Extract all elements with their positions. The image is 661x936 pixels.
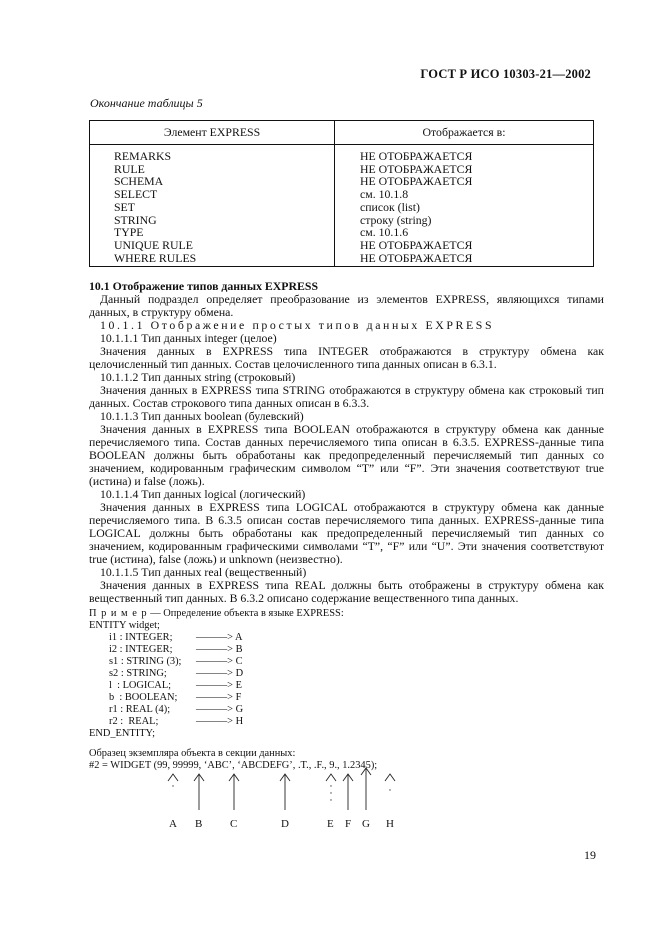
attr-decl: r1 : REAL (4);: [109, 704, 171, 715]
pointer-arrow-e: [326, 774, 336, 781]
entity-end: END_ENTITY;: [89, 728, 155, 739]
element-cell: REMARKS: [90, 145, 335, 163]
element-cell: RULE: [90, 163, 335, 176]
attr-decl: i1 : INTEGER;: [109, 632, 173, 643]
instance-line: #2 = WIDGET (99, 99999, ‘ABC’, ‘ABCDEFG’, .T., .F., 9., 1.2345);: [89, 760, 378, 771]
element-cell: SET: [90, 201, 335, 214]
attr-decl: i2 : INTEGER;: [109, 644, 173, 655]
document-header: ГОСТ Р ИСО 10303-21—2002: [420, 67, 591, 81]
entity-start: ENTITY widget;: [89, 620, 160, 631]
example-intro-text: — Определение объекта в языке EXPRESS:: [147, 608, 344, 619]
attr-decl: b : BOOLEAN;: [109, 692, 178, 703]
integer-text: Значения данных в EXPRESS типа INTEGER отображаются в структуру обмена как целочисленный тип данных. Состав целочисленного типа данных описан в 6.3.1.: [89, 344, 604, 371]
pointer-label-a: A: [169, 818, 177, 830]
attr-arrow: ———> G: [196, 704, 244, 715]
pointer-label-f: F: [345, 818, 352, 830]
section-intro: Данный подраздел определяет преобразование из элементов EXPRESS, являющихся типами данных, в структуру обмена.: [89, 292, 604, 319]
attr-decl: s1 : STRING (3);: [109, 656, 182, 667]
boolean-text: Значения данных в EXPRESS типа BOOLEAN отображаются в структуру обмена как данные перечисляемого типа. Состав данных перечисляемого типа описан в 6.3.5. EXPRESS-данные типа BOOLEAN должны быть обработаны как предопределенный перечисляемый тип данных со значением, кодированным графическим символом “T” или “F”. Эти значения соответствуют true (истина) и false (ложь).: [89, 422, 604, 488]
maps-to-cell: НЕ ОТОБРАЖАЕТСЯ: [335, 145, 594, 163]
pointer-label-h: H: [386, 818, 394, 830]
maps-to-cell: см. 10.1.6: [335, 226, 594, 239]
col-header-maps-to: Отображается в:: [335, 121, 594, 145]
subsection-heading: 10.1.1 Отображение простых типов данных EXPRESS: [100, 318, 495, 332]
table-caption: Окончание таблицы 5: [90, 96, 203, 110]
pointer-label-c: C: [230, 818, 238, 830]
maps-to-cell: см. 10.1.8: [335, 188, 594, 201]
element-cell: STRING: [90, 214, 335, 227]
page-number: 19: [584, 848, 596, 862]
string-title: 10.1.1.2 Тип данных string (строковый): [100, 370, 296, 384]
attr-arrow: ———> B: [196, 644, 243, 655]
maps-to-cell: НЕ ОТОБРАЖАЕТСЯ: [335, 252, 594, 267]
maps-to-cell: список (list): [335, 201, 594, 214]
real-title: 10.1.1.5 Тип данных real (вещественный): [100, 565, 307, 579]
pointer-arrow-h: [385, 774, 395, 781]
logical-text: Значения данных в EXPRESS типа LOGICAL отображаются в структуру обмена как данные перечисляемого типа. В 6.3.5 описан состав перечисляемого типа данных. EXPRESS-данные типа LOGICAL должны быть обработаны как предопределенный перечисляемый тип данных со значением, кодированным графическими символами “T”, “F” или “U”. Эти значения соответствуют true (истина), false (ложь) и unknown (неизвестно).: [89, 500, 604, 566]
instance-caption: Образец экземпляра объекта в секции данных:: [89, 748, 296, 759]
pointer-arrow-a: [168, 774, 178, 781]
maps-to-cell: НЕ ОТОБРАЖАЕТСЯ: [335, 239, 594, 252]
integer-title: 10.1.1.1 Тип данных integer (целое): [100, 331, 277, 345]
attr-arrow: ———> A: [196, 632, 243, 643]
element-cell: UNIQUE RULE: [90, 239, 335, 252]
string-text: Значения данных в EXPRESS типа STRING отображаются в структуру обмена как строковый тип данных. Состав строкового типа данных описан в 6.3.3.: [89, 383, 604, 410]
example-label: П р и м е р: [89, 608, 148, 619]
maps-to-cell: НЕ ОТОБРАЖАЕТСЯ: [335, 175, 594, 188]
attr-decl: l : LOGICAL;: [109, 680, 172, 691]
attr-arrow: ———> H: [196, 716, 244, 727]
pointer-label-e: E: [327, 818, 334, 830]
element-cell: TYPE: [90, 226, 335, 239]
element-cell: SELECT: [90, 188, 335, 201]
maps-to-cell: строку (string): [335, 214, 594, 227]
attr-arrow: ———> D: [196, 668, 244, 679]
element-cell: SCHEMA: [90, 175, 335, 188]
section-heading: 10.1 Отображение типов данных EXPRESS: [89, 279, 319, 293]
logical-title: 10.1.1.4 Тип данных logical (логический): [100, 487, 306, 501]
maps-to-cell: НЕ ОТОБРАЖАЕТСЯ: [335, 163, 594, 176]
real-text: Значения данных в EXPRESS типа REAL должны быть отображены в структуру обмена как вещественный тип данных. В 6.3.2 описано содержание вещественного типа данных.: [89, 578, 604, 605]
attr-decl: s2 : STRING;: [109, 668, 167, 679]
attr-arrow: ———> F: [196, 692, 242, 703]
boolean-title: 10.1.1.3 Тип данных boolean (булевский): [100, 409, 304, 423]
pointer-label-d: D: [281, 818, 289, 830]
pointer-dots: [172, 785, 390, 800]
element-cell: WHERE RULES: [90, 252, 335, 267]
attr-decl: r2 : REAL;: [109, 716, 159, 727]
pointer-label-g: G: [362, 818, 370, 830]
pointer-label-b: B: [195, 818, 203, 830]
attr-arrow: ———> E: [196, 680, 242, 691]
col-header-element: Элемент EXPRESS: [90, 121, 335, 145]
attr-arrow: ———> C: [196, 656, 243, 667]
